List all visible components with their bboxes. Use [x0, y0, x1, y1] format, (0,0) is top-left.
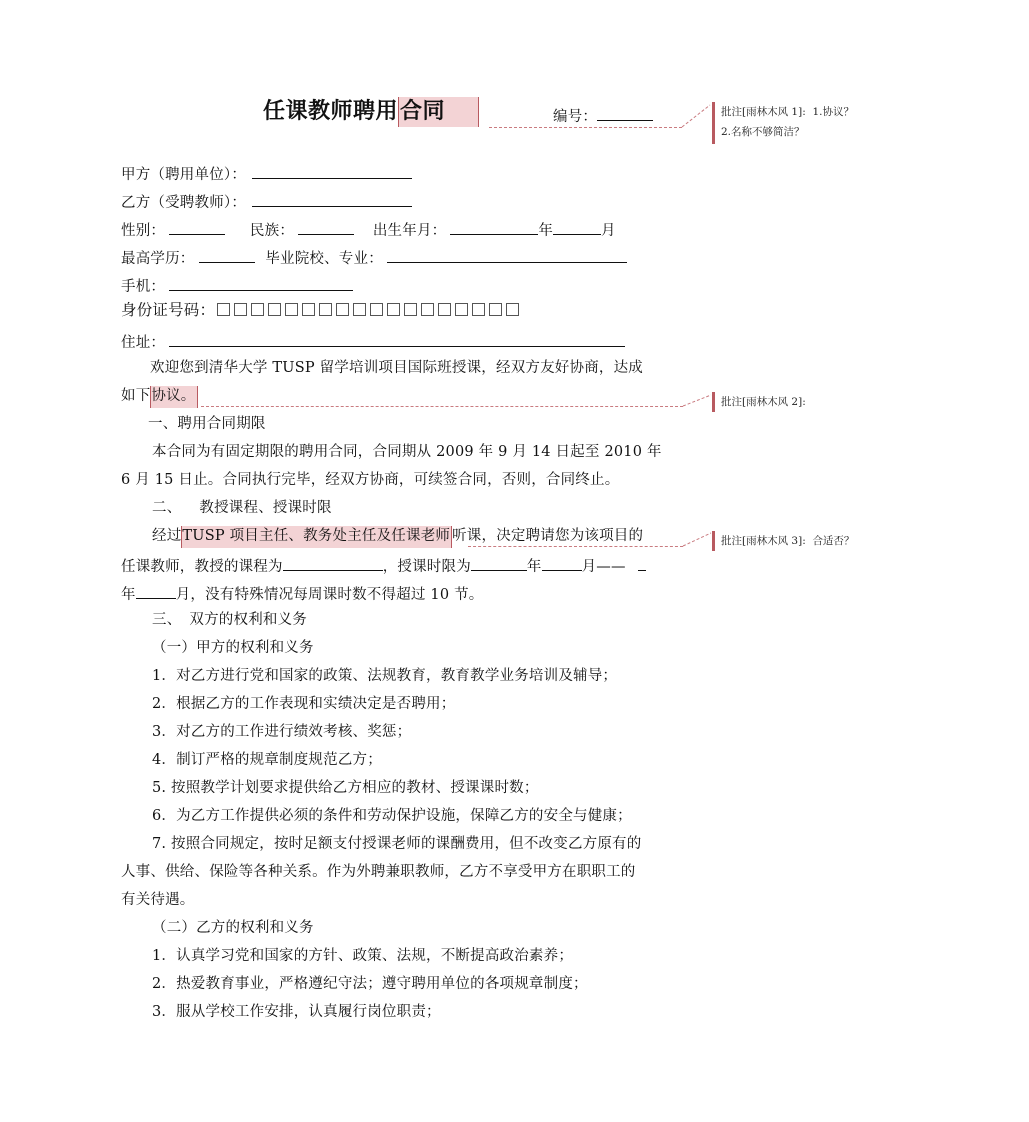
- id-number-label: 身份证号码：: [121, 301, 216, 319]
- party-a-item-2: 2．根据乙方的工作表现和实绩决定是否聘用；: [152, 696, 456, 712]
- id-digit-box[interactable]: [404, 303, 417, 316]
- section-3-title: 双方的权利和义务: [189, 612, 308, 628]
- birth-month-field[interactable]: [553, 218, 601, 235]
- party-a-row: [121, 162, 412, 185]
- education-label: 最高学历：: [121, 251, 195, 267]
- party-b-label: 乙方（受聘教师）：: [121, 195, 247, 211]
- birth-label: 出生年月：: [372, 223, 447, 239]
- party-a-label: 甲方（聘用单位）：: [121, 167, 247, 183]
- address-label: 住址：: [121, 335, 166, 351]
- comment-balloon-1[interactable]: [712, 102, 854, 144]
- party-a-item-7-line-1: 7. 按照合同规定，按时足额支付授课老师的课酬费用，但不改变乙方原有的: [152, 836, 642, 852]
- birth-month-unit: 月: [601, 223, 616, 239]
- id-digit-box[interactable]: [217, 303, 230, 316]
- party-a-item-7-line-2: 人事、供给、保险等各种关系。作为外聘兼职教师，乙方不享受甲方在职职工的: [121, 864, 636, 880]
- intro-paragraph-line-2: [121, 386, 198, 408]
- section-2-heading: [152, 498, 332, 518]
- id-digit-box[interactable]: [234, 303, 247, 316]
- party-b-item-2: 2．热爱教育事业，严格遵纪守法；遵守聘用单位的各项规章制度；: [152, 976, 588, 992]
- comment-2-connector-diag: [683, 394, 713, 408]
- id-digit-box[interactable]: [302, 303, 315, 316]
- section-2-highlighted-text[interactable]: TUSP 项目主任、教务处主任及任课老师: [181, 526, 452, 548]
- id-digit-box[interactable]: [489, 303, 502, 316]
- id-digit-box[interactable]: [472, 303, 485, 316]
- comment-3-connector: [468, 546, 683, 547]
- intro-highlighted-text[interactable]: 协议。: [150, 386, 198, 408]
- intro-paragraph-line-1: 欢迎您到清华大学 TUSP 留学培训项目国际班授课，经双方友好协商，达成: [150, 360, 643, 376]
- id-number-row: [121, 300, 523, 320]
- comment-3-connector-diag: [683, 532, 713, 548]
- contract-number-label: 编号：: [553, 109, 598, 125]
- phone-row: [121, 274, 353, 297]
- id-digit-box[interactable]: [336, 303, 349, 316]
- address-row: [121, 330, 625, 353]
- education-row: [121, 246, 627, 269]
- id-digit-box[interactable]: [353, 303, 366, 316]
- phone-field[interactable]: [169, 274, 353, 291]
- start-month-unit: 月——: [581, 559, 626, 575]
- ethnicity-field[interactable]: [298, 218, 354, 235]
- end-year-field-start[interactable]: [638, 554, 646, 571]
- personal-info-row: [121, 218, 616, 241]
- id-digit-box[interactable]: [285, 303, 298, 316]
- course-label: 任课教师，教授的课程为: [121, 559, 283, 575]
- section-1-line-1: 本合同为有固定期限的聘用合同，合同期从 2009 年 9 月 14 日起至 2010 年: [152, 444, 662, 460]
- party-a-item-5: 5. 按照教学计划要求提供给乙方相应的教材、授课课时数；: [152, 780, 539, 796]
- gender-label: 性别：: [121, 223, 166, 239]
- section-1-line-2: 6 月 15 日止。合同执行完毕，经双方协商，可续签合同，否则，合同终止。: [121, 472, 620, 488]
- title-text: 任课教师聘用: [263, 99, 399, 124]
- party-a-field[interactable]: [252, 162, 412, 179]
- party-a-item-7-line-3: 有关待遇。: [121, 892, 195, 908]
- section-3-heading: [152, 610, 307, 630]
- gender-field[interactable]: [169, 218, 225, 235]
- course-field[interactable]: [283, 554, 383, 571]
- comment-1-connector: [489, 127, 682, 128]
- start-year-unit: 年: [526, 559, 542, 575]
- school-label: 毕业院校、专业：: [265, 251, 383, 267]
- education-field[interactable]: [199, 246, 255, 263]
- party-a-item-4: 4．制订严格的规章制度规范乙方；: [152, 752, 382, 768]
- end-month-field[interactable]: [136, 582, 176, 599]
- comment-2-connector: [201, 406, 683, 407]
- section-2-line-2: [121, 554, 646, 577]
- address-field[interactable]: [169, 330, 625, 347]
- end-year-unit: 年: [121, 587, 136, 603]
- comment-balloon-3[interactable]: [712, 531, 854, 551]
- party-a-item-6: 6．为乙方工作提供必须的条件和劳动保护设施，保障乙方的安全与健康；: [152, 808, 632, 824]
- party-a-item-1: 1．对乙方进行党和国家的政策、法规教育，教育教学业务培训及辅导；: [152, 668, 618, 684]
- school-field[interactable]: [387, 246, 627, 263]
- party-b-duties-heading: （二）乙方的权利和义务: [152, 920, 314, 936]
- id-digit-box[interactable]: [438, 303, 451, 316]
- section-2-text-pre: 经过: [152, 528, 182, 544]
- duration-label: ，授课时限为: [382, 559, 471, 575]
- id-digit-box[interactable]: [506, 303, 519, 316]
- comment-3-label: 批注[雨林木风 3]:: [721, 535, 806, 547]
- start-year-field[interactable]: [471, 554, 527, 571]
- id-digit-box[interactable]: [387, 303, 400, 316]
- start-month-field[interactable]: [542, 554, 582, 571]
- document-title: [263, 97, 479, 127]
- birth-year-unit: 年: [538, 223, 554, 239]
- id-digit-box[interactable]: [421, 303, 434, 316]
- contract-number: [553, 104, 653, 127]
- id-number-boxes[interactable]: [217, 301, 523, 319]
- id-digit-box[interactable]: [268, 303, 281, 316]
- party-b-row: [121, 190, 412, 213]
- comment-1-connector-diag: [682, 104, 712, 128]
- comment-1-text-line2: 2.名称不够简洁？: [721, 126, 805, 138]
- section-3-number: 三、: [152, 612, 182, 628]
- contract-number-field[interactable]: [597, 104, 653, 121]
- comment-1-label: 批注[雨林木风 1]:: [721, 106, 806, 118]
- comment-balloon-2[interactable]: [712, 392, 806, 412]
- ethnicity-label: 民族：: [249, 223, 295, 239]
- party-a-item-3: 3．对乙方的工作进行绩效考核、奖惩；: [152, 724, 412, 740]
- id-digit-box[interactable]: [455, 303, 468, 316]
- party-b-item-1: 1．认真学习党和国家的方针、政策、法规，不断提高政治素养；: [152, 948, 574, 964]
- id-digit-box[interactable]: [370, 303, 383, 316]
- intro-text: 如下: [121, 388, 151, 404]
- title-highlighted-text[interactable]: 合同: [398, 97, 479, 127]
- section-2-line-1: [152, 526, 643, 548]
- comment-3-text: 合适否？: [812, 535, 855, 547]
- section-2-text-post: 听课，决定聘请您为该项目的: [452, 528, 644, 544]
- section-2-title: 教授课程、授课时限: [199, 500, 332, 516]
- phone-label: 手机：: [121, 279, 166, 295]
- party-a-duties-heading: （一）甲方的权利和义务: [152, 640, 314, 656]
- comment-1-text: 1.协议？: [812, 106, 854, 118]
- id-digit-box[interactable]: [251, 303, 264, 316]
- party-b-field[interactable]: [252, 190, 412, 207]
- party-b-item-3: 3．服从学校工作安排，认真履行岗位职责；: [152, 1004, 441, 1020]
- section-2-line-3: [121, 582, 483, 605]
- birth-year-field[interactable]: [450, 218, 538, 235]
- section-1-heading: 一、聘用合同期限: [148, 416, 266, 432]
- comment-2-label: 批注[雨林木风 2]:: [721, 396, 806, 408]
- id-digit-box[interactable]: [319, 303, 332, 316]
- section-2-line-3-text: 月，没有特殊情况每周课时数不得超过 10 节。: [175, 587, 484, 603]
- section-2-number: 二、: [152, 500, 182, 516]
